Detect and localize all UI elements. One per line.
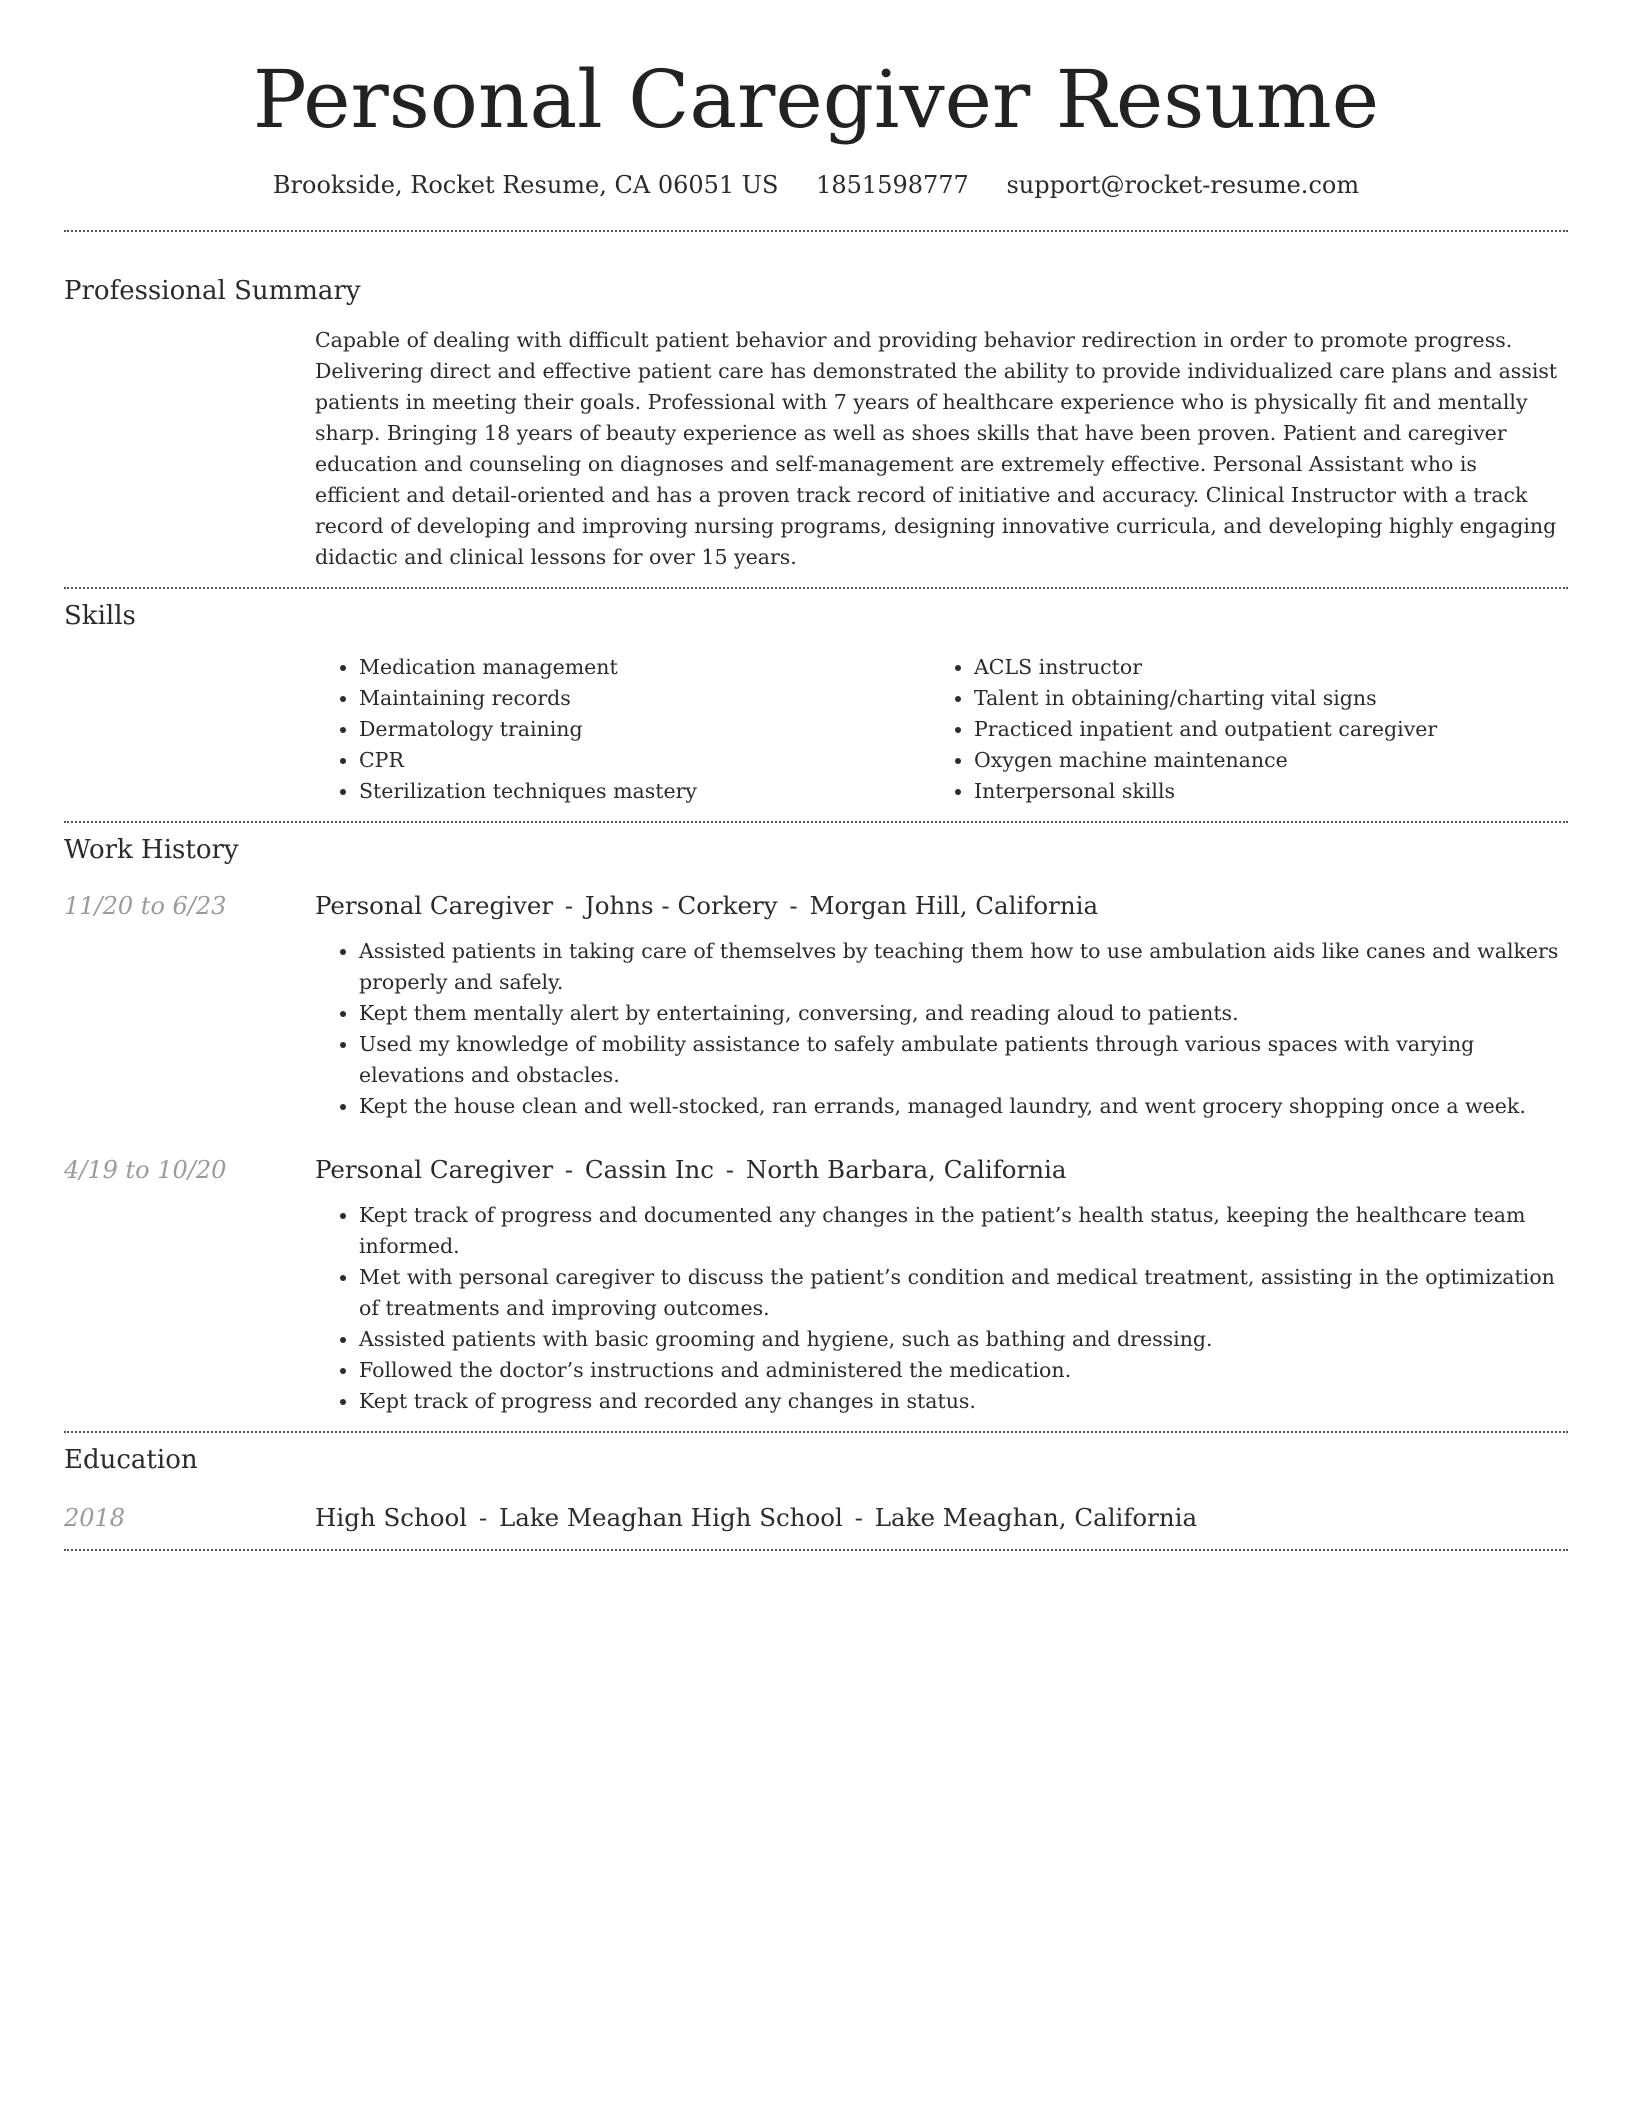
summary-heading: Professional Summary xyxy=(64,276,361,306)
skills-section xyxy=(64,599,1568,807)
skills-column-right xyxy=(930,652,1545,807)
divider xyxy=(64,230,1568,232)
skill-item: • Sterilization techniques mastery xyxy=(359,776,930,807)
job-bullet: • Used my knowledge of mobility assistance to safely ambulate patients through various spaces with varying elevations and obstacles. xyxy=(359,1029,1568,1091)
job-bullet: • Kept them mentally alert by entertaining, conversing, and reading aloud to patients. xyxy=(359,998,1568,1029)
resume-title: Personal Caregiver Resume xyxy=(252,53,1380,146)
work-entry-heading: Personal Caregiver - Cassin Inc - North Barbara, California xyxy=(315,1155,1067,1184)
contact-line xyxy=(64,168,1568,202)
job-location: North Barbara, California xyxy=(745,1155,1067,1184)
summary-section xyxy=(64,274,1568,573)
skill-item: • Oxygen machine maintenance xyxy=(974,745,1545,776)
job-bullet: • Assisted patients in taking care of themselves by teaching them how to use ambulation aids like canes and walkers properly and safely. xyxy=(359,936,1568,998)
skill-item: • Maintaining records xyxy=(359,683,930,714)
job-bullet: • Kept the house clean and well-stocked, ran errands, managed laundry, and went grocery shopping once a week. xyxy=(359,1091,1568,1122)
skill-item: • ACLS instructor xyxy=(974,652,1545,683)
job-location: Morgan Hill, California xyxy=(809,891,1099,920)
education-entry-heading: High School - Lake Meaghan High School - Lake Meaghan, California xyxy=(315,1503,1198,1532)
job-title: Personal Caregiver xyxy=(315,891,554,920)
work-entry-body xyxy=(315,1153,1568,1417)
skills-list-right xyxy=(930,652,1545,807)
job-bullets xyxy=(315,936,1568,1122)
divider xyxy=(64,821,1568,823)
work-entry xyxy=(64,1153,1568,1417)
work-dates: 4/19 to 10/20 xyxy=(64,1156,227,1184)
summary-content xyxy=(315,325,1568,573)
job-bullet: • Followed the doctor’s instructions and administered the medication. xyxy=(359,1355,1568,1386)
education-school: Lake Meaghan High School xyxy=(498,1503,843,1532)
work-entry xyxy=(64,889,1568,1122)
skills-heading: Skills xyxy=(64,601,136,631)
job-company: Johns - Corkery xyxy=(584,891,778,920)
job-bullet: • Assisted patients with basic grooming and hygiene, such as bathing and dressing. xyxy=(359,1324,1568,1355)
education-entry-body xyxy=(315,1501,1568,1535)
work-dates: 11/20 to 6/23 xyxy=(64,892,227,920)
work-heading: Work History xyxy=(64,835,239,865)
job-company: Cassin Inc xyxy=(584,1155,715,1184)
skill-item: • Medication management xyxy=(359,652,930,683)
divider xyxy=(64,1549,1568,1551)
job-bullet: • Kept track of progress and documented any changes in the patient’s health status, keeping the healthcare team informed. xyxy=(359,1200,1568,1262)
education-location: Lake Meaghan, California xyxy=(874,1503,1198,1532)
education-degree: High School xyxy=(315,1503,468,1532)
education-year: 2018 xyxy=(64,1504,126,1532)
education-section xyxy=(64,1443,1568,1535)
education-entry xyxy=(64,1501,1568,1535)
job-bullet: • Met with personal caregiver to discuss the patient’s condition and medical treatment, assisting in the optimization of treatments and improving outcomes. xyxy=(359,1262,1568,1324)
divider xyxy=(64,1431,1568,1433)
skills-column-left xyxy=(315,652,930,807)
resume-page xyxy=(64,0,1568,1551)
skill-item: • CPR xyxy=(359,745,930,776)
divider xyxy=(64,587,1568,589)
education-heading: Education xyxy=(64,1445,198,1475)
skills-list-left xyxy=(315,652,930,807)
skills-grid xyxy=(315,652,1568,807)
job-bullets xyxy=(315,1200,1568,1417)
skill-item: • Practiced inpatient and outpatient caregiver xyxy=(974,714,1545,745)
skill-item: • Dermatology training xyxy=(359,714,930,745)
contact-phone: 1851598777 xyxy=(816,171,969,199)
work-entry-body xyxy=(315,889,1568,1122)
skill-item: • Interpersonal skills xyxy=(974,776,1545,807)
contact-address: Brookside, Rocket Resume, CA 06051 US xyxy=(272,171,779,199)
work-entry-heading: Personal Caregiver - Johns - Corkery - Morgan Hill, California xyxy=(315,891,1099,920)
contact-email: support@rocket-resume.com xyxy=(1006,171,1360,199)
skill-item: • Talent in obtaining/charting vital signs xyxy=(974,683,1545,714)
job-bullet: • Kept track of progress and recorded any changes in status. xyxy=(359,1386,1568,1417)
job-title: Personal Caregiver xyxy=(315,1155,554,1184)
work-section xyxy=(64,833,1568,1417)
summary-text: Capable of dealing with difficult patient behavior and providing behavior redirection in order to promote progress. Delivering direct and effective patient care has demonstrated the ability to provide individualized care plans and assist patients in meeting their goals. Professional with 7 years of healthcare experience who is physically fit and mentally sharp. Bringing 18 years of beauty experience as well as shoes skills that have been proven. Patient and caregiver education and counseling on diagnoses and self-management are extremely effective. Personal Assistant who is efficient and detail-oriented and has a proven track record of initiative and accuracy. Clinical Instructor with a track record of developing and improving nursing programs, designing innovative curricula, and developing highly engaging didactic and clinical lessons for over 15 years. xyxy=(315,328,1558,569)
